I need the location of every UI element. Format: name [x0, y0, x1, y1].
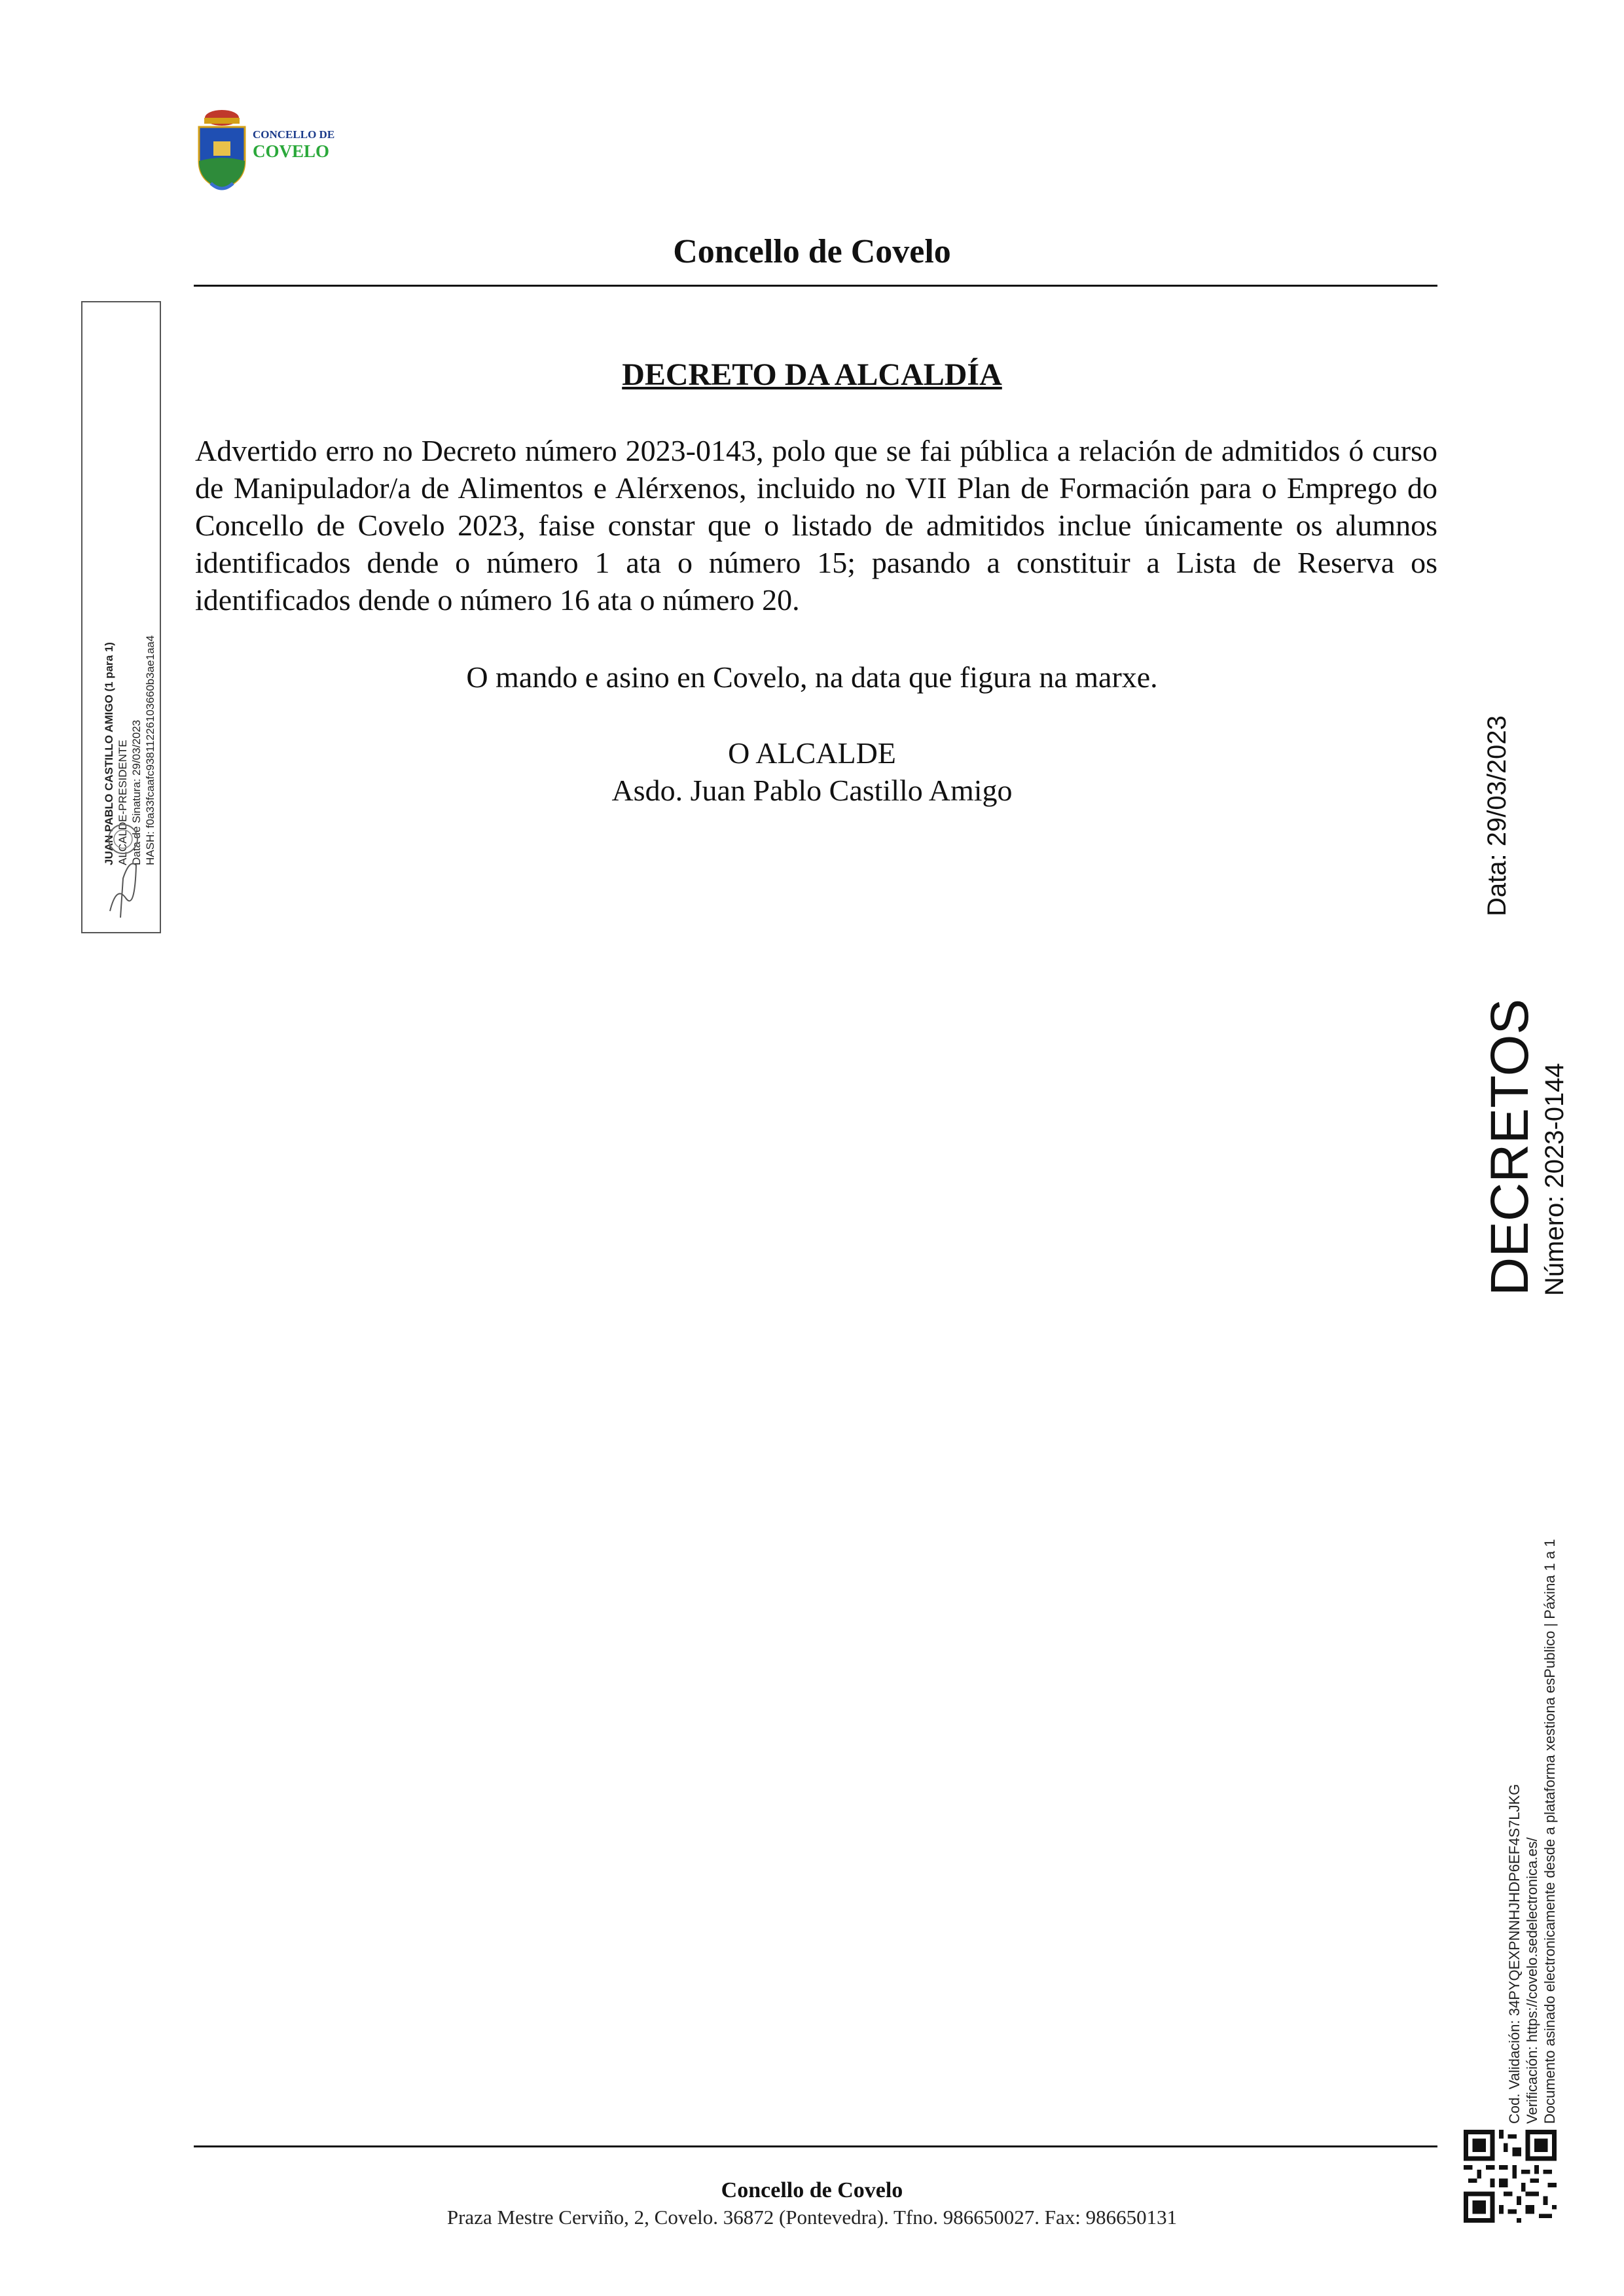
page-header-title: Concello de Covelo — [673, 233, 951, 270]
signature-hash: HASH: f0a33fcaafc93811226103660b3ae1aa4 — [144, 635, 156, 865]
footer-divider — [194, 2145, 1437, 2147]
signature-date: Data de Sinatura: 29/03/2023 — [130, 719, 143, 865]
footer-title: Concello de Covelo — [721, 2178, 903, 2202]
logo-line1: CONCELLO DE — [253, 128, 335, 141]
decree-title: DECRETO DA ALCALDÍA — [622, 357, 1002, 392]
signature-name: JUAN PABLO CASTILLO AMIGO (1 para 1) — [103, 642, 115, 865]
closing-statement: O mando e asino en Covelo, na data que figura na marxe. — [466, 660, 1158, 694]
stamp-number: Número: 2023-0144 — [1540, 1063, 1569, 1296]
signer-title: O ALCALDE — [728, 736, 896, 770]
concello-logo — [194, 105, 351, 196]
stamp-label: DECRETOS — [1480, 998, 1540, 1296]
decree-registry-stamp — [1480, 715, 1570, 1296]
decree-body-paragraph: Advertido erro no Decreto número 2023-0143, polo que se fai pública a relación de admitidos ó curso de Manipulador/a de Alimentos e Alérxenos, incluido no VII Plan de Formación para o Emprego do Concello de Covelo 2023, faise constar que o listado de admitidos inclue únicamente os alumnos identificados dende o número 1 ata o número 15; pasando a constituir a Lista de Reserva os identificados dende o número 16 ata o número 20. — [195, 434, 1437, 617]
validation-url: Verificación: https://covelo.sedelectronica.es/ — [1524, 1837, 1540, 2124]
validation-block — [1506, 1539, 1558, 2124]
handwritten-signature-icon — [97, 819, 147, 924]
coat-of-arms-icon — [194, 105, 250, 196]
signature-box — [81, 301, 161, 933]
signature-role: ALCALDE-PRESIDENTE — [117, 740, 129, 865]
signer-name: Asdo. Juan Pablo Castillo Amigo — [611, 774, 1013, 807]
header-divider — [194, 285, 1437, 287]
logo-line2: COVELO — [253, 141, 330, 161]
footer-address: Praza Mestre Cerviño, 2, Covelo. 36872 (Pontevedra). Tfno. 986650027. Fax: 986650131 — [446, 2206, 1178, 2229]
validation-code: Cod. Validación: 34PYQEXPNNHJHDP6EF4S7LJKG — [1506, 1784, 1523, 2124]
validation-note: Documento asinado electronicamente desde a plataforma xestiona esPublico | Páxina 1 a 1 — [1542, 1539, 1558, 2124]
stamp-date: Data: 29/03/2023 — [1483, 715, 1511, 916]
